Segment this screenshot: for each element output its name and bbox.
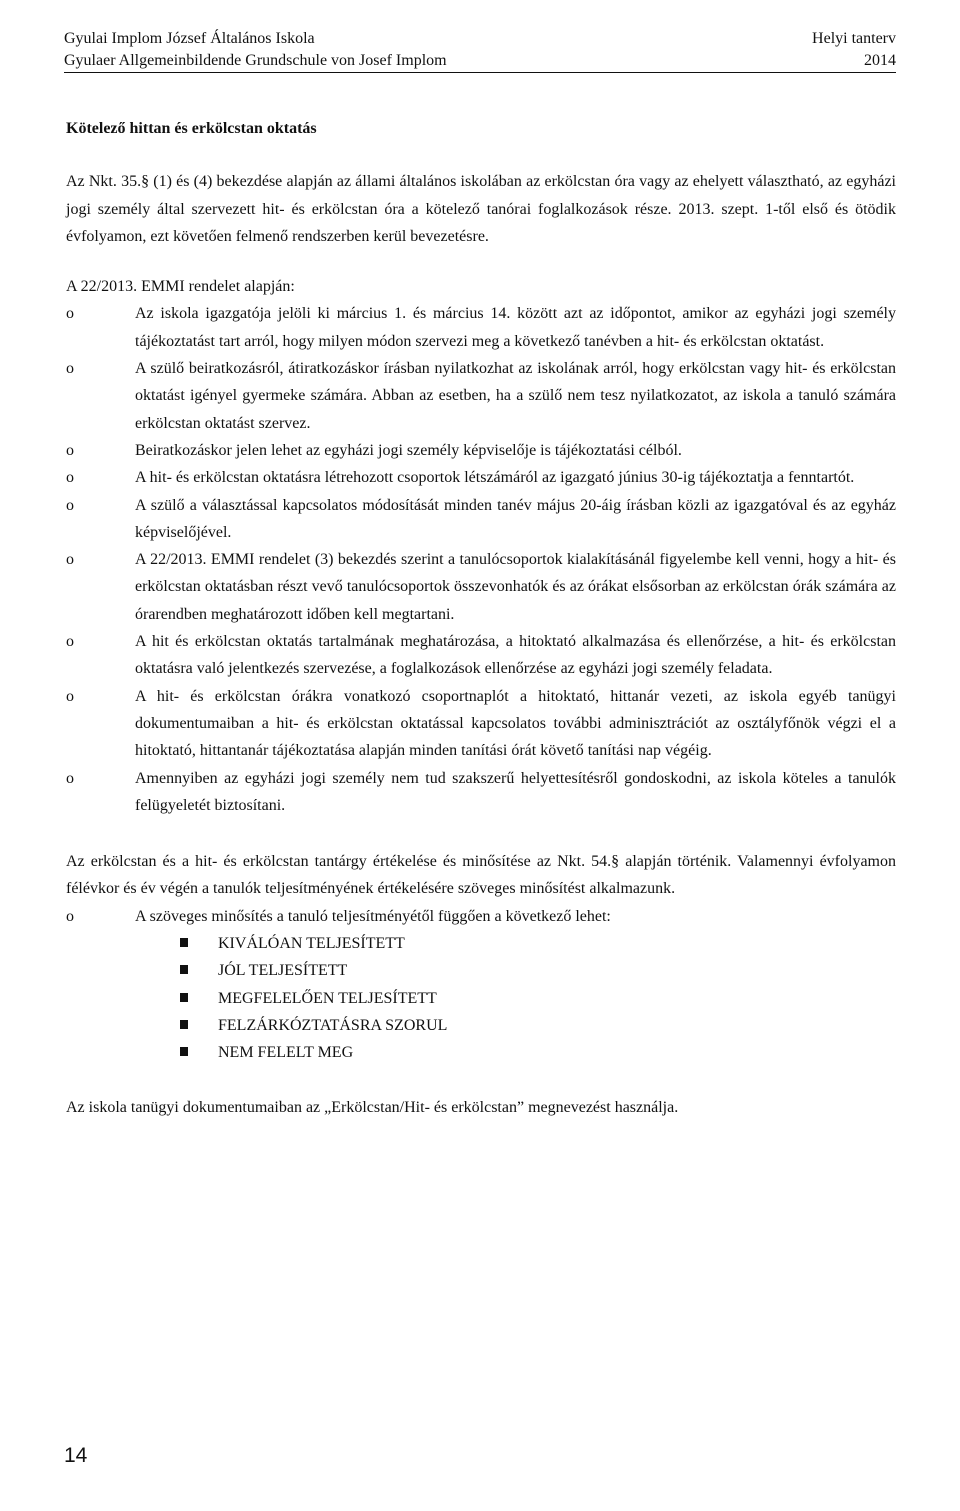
document-type: Helyi tanterv xyxy=(812,30,896,47)
bullet-marker: o xyxy=(66,441,74,459)
rating-item xyxy=(66,1039,896,1066)
decree-intro: A 22/2013. EMMI rendelet alapján: xyxy=(66,278,295,296)
decree-list xyxy=(66,300,896,819)
page-header xyxy=(64,28,896,72)
school-name-hu: Gyulai Implom József Általános Iskola xyxy=(64,30,315,47)
square-bullet-icon xyxy=(180,1020,188,1029)
list-item xyxy=(66,355,896,437)
list-item xyxy=(66,492,896,547)
list-item xyxy=(66,437,896,464)
list-item xyxy=(66,765,896,820)
list-item-text: A szülő a választással kapcsolatos módosítását minden tanév május 20-áig írásban közli az igazgatóval és az egyház képviselőjével. xyxy=(135,496,896,541)
bullet-marker: o xyxy=(66,633,74,651)
rating-label: JÓL TELJESÍTETT xyxy=(218,962,348,980)
bullet-marker: o xyxy=(66,469,74,487)
rating-item xyxy=(66,957,896,984)
list-item xyxy=(66,464,896,491)
header-year: 2014 xyxy=(864,52,896,69)
bullet-marker: o xyxy=(66,551,74,569)
list-item xyxy=(66,300,896,355)
list-item-text: A hit- és erkölcstan oktatásra létrehozott csoportok létszámáról az igazgató június 30-ig tájékoztatja a fenntartót. xyxy=(135,469,855,487)
rating-item xyxy=(66,1012,896,1039)
rating-item xyxy=(66,985,896,1012)
list-item-text: Amennyiben az egyházi jogi személy nem tud szakszerű helyettesítésről gondoskodni, az iskola köteles a tanulók felügyeletét biztosítani. xyxy=(135,769,896,814)
rating-label: MEGFELELŐEN TELJESÍTETT xyxy=(218,989,437,1007)
closing-paragraph: Az iskola tanügyi dokumentumaiban az „Erkölcstan/Hit- és erkölcstan” megnevezést használja. xyxy=(66,1098,679,1116)
rating-intro-list xyxy=(66,903,896,930)
rating-label: NEM FELELT MEG xyxy=(218,1044,354,1062)
rating-label: FELZÁRKÓZTATÁSRA SZORUL xyxy=(218,1016,448,1034)
section-title: Kötelező hittan és erkölcstan oktatás xyxy=(66,120,317,137)
list-item-text: Az iskola igazgatója jelöli ki március 1. és március 14. között azt az időpontot, amikor az egyházi jogi személy tájékoztatást tart arról, hogy milyen módon szervezi meg a következő tanévben a hit- és erkölcstan oktatást. xyxy=(135,305,896,350)
list-item xyxy=(66,903,896,930)
rating-label: KIVÁLÓAN TELJESÍTETT xyxy=(218,935,405,953)
list-item xyxy=(66,683,896,765)
list-item-text: Beiratkozáskor jelen lehet az egyházi jogi személy képviselője is tájékoztatási célból. xyxy=(135,441,682,459)
bullet-marker: o xyxy=(66,687,74,705)
school-name-de: Gyulaer Allgemeinbildende Grundschule von Josef Implom xyxy=(64,52,447,69)
bullet-marker: o xyxy=(66,305,74,323)
page-content xyxy=(66,115,896,1121)
header-divider xyxy=(64,72,896,73)
rating-list xyxy=(66,930,896,1066)
square-bullet-icon xyxy=(180,938,188,947)
list-item xyxy=(66,628,896,683)
bullet-marker: o xyxy=(66,360,74,378)
list-item-text: A 22/2013. EMMI rendelet (3) bekezdés szerint a tanulócsoportok kialakításánál figyelembe kell venni, hogy a hit- és erkölcstan oktatásban részt vevő tanulócsoportok összevonhatók és az órákat elsősorban az erkölcstan órák számára az órarendben meghatározott időben kell megtartani. xyxy=(135,551,896,623)
list-item xyxy=(66,546,896,628)
square-bullet-icon xyxy=(180,965,188,974)
square-bullet-icon xyxy=(180,993,188,1002)
intro-paragraph: Az Nkt. 35.§ (1) és (4) bekezdése alapján az állami általános iskolában az erkölcstan óra vagy az ehelyett választható, az egyházi jogi személy által szervezett hit- és erkölcstan óra a kötelező tanórai foglalkozások része. 2013. szept. 1-től első és ötödik évfolyamon, ezt követően felmenő rendszerben kerül bevezetésre. xyxy=(66,173,896,245)
evaluation-paragraph: Az erkölcstan és a hit- és erkölcstan tantárgy értékelése és minősítése az Nkt. 54.§ alapján történik. Valamennyi évfolyamon félévkor és év végén a tanulók teljesítményének értékelésére szöveges minősítést alkalmazunk. xyxy=(66,853,896,898)
list-item-text: A hit- és erkölcstan órákra vonatkozó csoportnaplót a hitoktató, hittanár vezeti, az iskola egyéb tanügyi dokumentumaiban a hit- és erkölcstan oktatással kapcsolatos további adminisztrációt az osztályfőnök végzi el a hitoktató, hittantanár tájékoztatása alapján minden tanítási órát követő tanítási nap végéig. xyxy=(135,687,896,760)
list-item-text: A szülő beiratkozásról, átiratkozáskor írásban nyilatkozhat az iskolának arról, hogy erkölcstan vagy hit- és erkölcstan oktatást igényel gyermeke számára. Abban az esetben, ha a szülő nem tesz nyilatkozatot, az iskola a tanuló számára erkölcstan oktatást szervez. xyxy=(135,360,896,432)
rating-item xyxy=(66,930,896,957)
bullet-marker: o xyxy=(66,769,74,787)
bullet-marker: o xyxy=(66,496,74,514)
rating-intro: A szöveges minősítés a tanuló teljesítményétől függően a következő lehet: xyxy=(135,907,611,925)
page-number: 14 xyxy=(64,1444,88,1467)
list-item-text: A hit és erkölcstan oktatás tartalmának meghatározása, a hitoktató alkalmazása és ellenőrzése, a hit- és erkölcstan oktatásra való jelentkezés szervezése, a foglalkozások ellenőrzése az egyházi jogi személy feladata. xyxy=(135,633,896,678)
bullet-marker: o xyxy=(66,907,74,925)
square-bullet-icon xyxy=(180,1047,188,1056)
